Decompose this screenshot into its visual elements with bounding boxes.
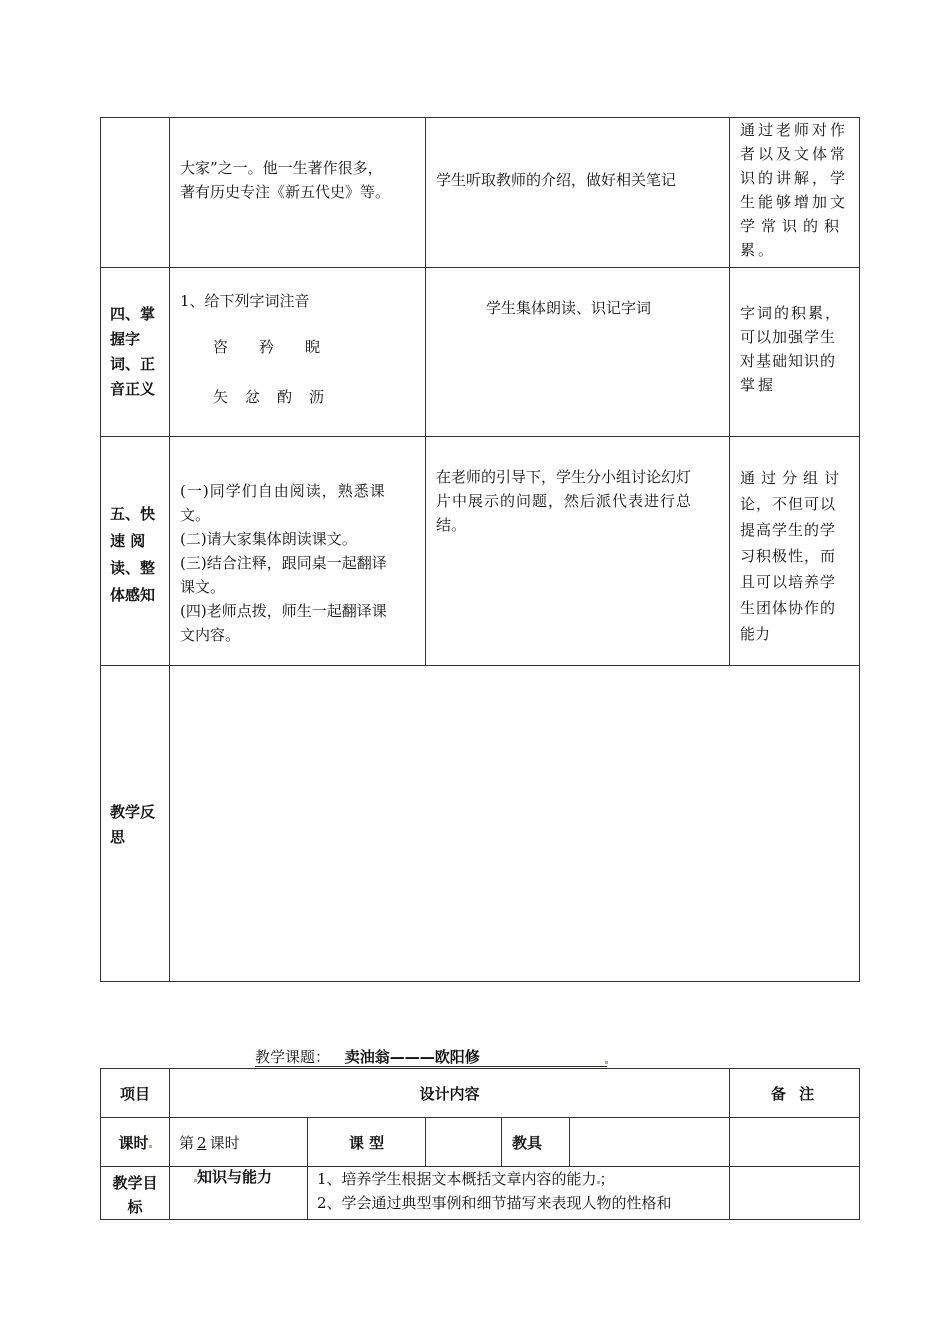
- lesson-title: 卖油翁———欧阳修: [344, 1048, 480, 1066]
- period-suffix: 课时: [209, 1133, 240, 1152]
- vocab-char: 睨: [305, 338, 321, 356]
- row-label-cell: [101, 118, 170, 268]
- header-design-content: 设计内容: [170, 1069, 730, 1118]
- activity-cell: [426, 268, 730, 437]
- vocab-char: 矢: [213, 388, 229, 406]
- period-prefix: 第: [179, 1133, 195, 1152]
- header-remark: [730, 1069, 860, 1118]
- activity-line: 结。: [436, 516, 467, 534]
- activity-line: 在老师的引导下，学生分小组讨论幻灯: [436, 468, 692, 486]
- content-cell: [170, 437, 426, 666]
- note-line: 提高学生的学: [740, 521, 837, 539]
- note-line: 能力: [740, 625, 771, 643]
- lesson-plan-header-table: [100, 1068, 860, 1220]
- note-cell: [730, 268, 860, 437]
- vocab-char: 酌: [277, 388, 293, 406]
- content-line: (三)结合注释，跟同桌一起翻译: [180, 554, 387, 572]
- content-line: 著有历史专注《新五代史》等。: [180, 183, 391, 201]
- lesson-type-value: [426, 1118, 502, 1167]
- teaching-tools-value: [570, 1118, 730, 1167]
- header-remark-label: 备 注: [770, 1084, 819, 1103]
- note-line: 生能够增加文: [740, 193, 849, 211]
- note-cell: [730, 437, 860, 666]
- note-line: 者以及文体常: [740, 145, 849, 163]
- content-line: 文。: [180, 506, 211, 524]
- activity-text: 学生听取教师的介绍，做好相关笔记: [436, 171, 677, 189]
- note-line: 对基础知识的: [740, 352, 837, 370]
- teaching-tools-label: 教具: [502, 1118, 570, 1167]
- goals-sub-label-cell: [170, 1167, 308, 1220]
- vocab-char: 矜: [259, 338, 275, 356]
- lesson-type-label: 课 型: [308, 1118, 426, 1167]
- content-line: 文内容。: [180, 626, 241, 644]
- period-value: [170, 1118, 308, 1167]
- content-cell: [170, 118, 426, 268]
- content-line: 大家”之一。他一生著作很多，: [180, 159, 383, 177]
- goals-remark-cell: [730, 1167, 860, 1220]
- row-label-cell: [101, 666, 170, 982]
- row-label-cell: [101, 268, 170, 437]
- content-line: (四)老师点拨，师生一起翻译课: [180, 602, 387, 620]
- goals-label-line: 标: [127, 1198, 143, 1216]
- vocab-char: 沥: [309, 388, 325, 406]
- row-label-line: 体感知: [110, 586, 156, 604]
- anchor-mark-icon: [149, 1145, 152, 1148]
- activity-cell: [426, 118, 730, 268]
- row-label-line: 速 阅: [110, 532, 146, 550]
- row-label-line: 思: [110, 828, 126, 846]
- activity-line: 片中展示的问题，然后派代表进行总: [436, 492, 693, 510]
- lesson-title-line: [255, 1046, 607, 1067]
- note-line: 论，不但可以: [740, 495, 837, 513]
- goal-item-end: ；: [599, 1170, 615, 1188]
- note-line: 累。: [740, 241, 777, 259]
- content-line: 课文。: [180, 578, 226, 596]
- row-label-line: 五、快: [110, 505, 156, 523]
- anchor-mark-icon: [605, 1061, 608, 1064]
- activity-text: 学生集体朗读、识记字词: [486, 299, 652, 317]
- period-label: [101, 1118, 170, 1167]
- content-line: (二)请大家集体朗读课文。: [180, 530, 357, 548]
- table-row-teaching-goals: [101, 1167, 860, 1220]
- content-line: (一)同学们自由阅读，熟悉课: [180, 482, 386, 500]
- note-line: 可以加强学生: [740, 328, 837, 346]
- goal-item: [317, 1167, 729, 1191]
- note-line: 习积极性，而: [740, 547, 837, 565]
- table-row-period: [101, 1118, 860, 1167]
- goal-item-text: 1、培养学生根据文本概括文章内容的能力: [317, 1170, 597, 1188]
- goals-sub-label: 知识与能力: [197, 1168, 273, 1186]
- lesson-title-prefix: 教学课题：: [255, 1048, 331, 1066]
- goal-item: 2、学会通过典型事例和细节描写来表现人物的性格和: [317, 1194, 672, 1212]
- row-label-line: 音正义: [110, 380, 156, 398]
- activity-cell: [426, 437, 730, 666]
- note-cell: [730, 118, 860, 268]
- lesson-plan-table-continued: [100, 117, 860, 982]
- period-remark-cell: [730, 1118, 860, 1167]
- row-label-line: 握字: [110, 330, 141, 348]
- table-row-reflection: [101, 666, 860, 982]
- row-label-line: 词、正: [110, 355, 156, 373]
- content-cell: [170, 268, 426, 437]
- row-label-line: 教学反: [110, 803, 156, 821]
- note-line: 通过分组讨: [740, 469, 846, 487]
- header-project: 项目: [101, 1069, 170, 1118]
- goals-label-line: 教学目: [112, 1174, 158, 1192]
- note-line: 学常识的积: [740, 217, 846, 235]
- vocab-char: 咨: [213, 338, 229, 356]
- period-label-text: 课时: [118, 1133, 149, 1152]
- row-label-line: 读、整: [110, 559, 156, 577]
- exercise-title: 1、给下列字词注音: [180, 292, 310, 310]
- note-line: 且可以培养学: [740, 573, 837, 591]
- note-line: 掌握: [740, 376, 777, 394]
- table-row-quick-reading: [101, 437, 860, 666]
- note-line: 字词的积累，: [740, 304, 843, 322]
- row-label-line: 四、掌: [110, 305, 156, 323]
- table-header-row: [101, 1069, 860, 1118]
- period-number: 2: [197, 1133, 207, 1152]
- vocab-char: 忿: [245, 388, 261, 406]
- note-line: 识的讲解，学: [740, 169, 849, 187]
- note-line: 通过老师对作: [740, 121, 849, 139]
- table-row-author-intro: [101, 118, 860, 268]
- table-row-vocabulary: [101, 268, 860, 437]
- note-line: 生团体协作的: [740, 599, 837, 617]
- row-label-cell: [101, 437, 170, 666]
- goals-label: [101, 1167, 170, 1220]
- reflection-content-cell: [170, 666, 860, 982]
- goals-content-cell: [308, 1167, 730, 1220]
